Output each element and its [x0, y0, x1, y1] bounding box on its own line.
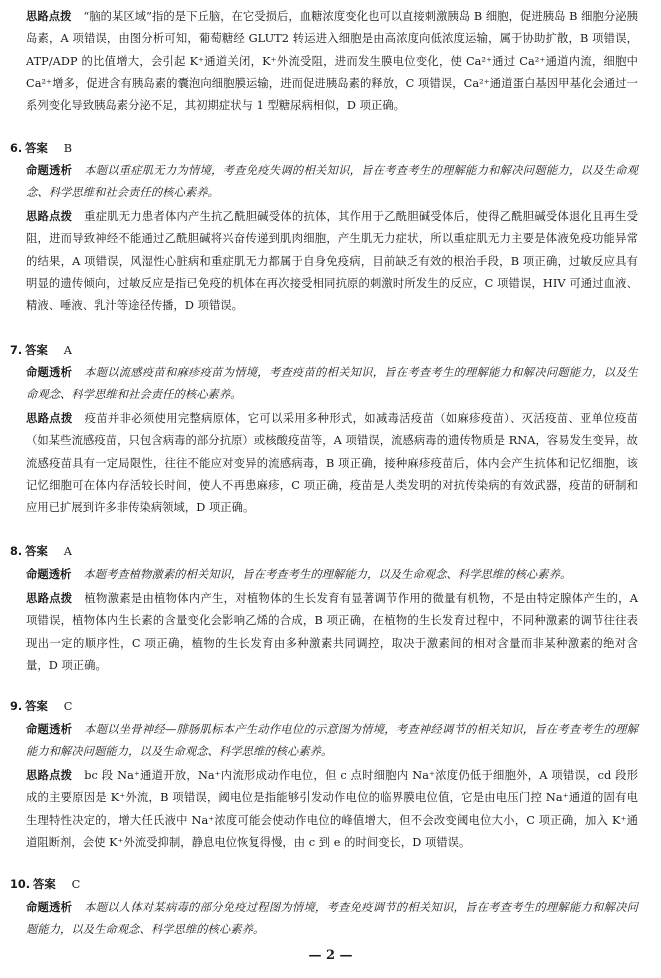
q8-intro: 命题透析 本题考查植物激素的相关知识，旨在考查考生的理解能力，以及生命观念、科学思维的核心素养。 [26, 568, 572, 581]
q7-hint: 思路点拨 疫苗并非必须使用完整病原体，它可以采用多种形式，如减毒活疫苗（如麻疹疫苗）、灭活疫苗、亚单位疫苗（如某些流感疫苗，只包含病毒的部分抗原）或核酸疫苗等，A 项错误，流感病毒的遗传物质是 RNA，容易发生变异，故流感疫苗具有一定局限性，往往不能应对变异的流感病毒，B 项正确，接种麻疹疫苗后，体内会产生抗体和记忆细胞，该记忆细胞可在体内存活较长时间，使人不再患麻疹，C 项正确，疫苗是人类发明的对抗传染病的有效武器，疫苗的研制和应用已扩展到许多非传染病领域，D 项正确。 [26, 412, 639, 515]
q10-answer: 10. 答案 C [10, 878, 81, 891]
hint-text: “脑的某区域”指的是下丘脑，在它受损后，血糖浓度变化也可以直接刺激胰岛 B 细胞，促进胰岛 B 细胞分泌胰岛素，A 项错误，由图分析可知，葡萄糖经 GLUT2 转运进入细胞是由高浓度向低浓度运输，属于协助扩散，B 项错误，ATP/ADP 的比值增大，会引起 K⁺通道关闭，K⁺外流受阻，进而发生膜电位变化，使 Ca²⁺通过 Ca²⁺通道内流，细胞中 Ca²⁺增多，促进含有胰岛素的囊泡向细胞膜运输，进而促进胰岛素的释放，C 项错误，Ca²⁺通道蛋白基因甲基化会通过一系列变化导致胰岛素分泌不足，其初期症状与 1 型糖尿病相似，D 项正确。 [26, 10, 638, 113]
q6-hint: 思路点拨 重症肌无力患者体内产生抗乙酰胆碱受体的抗体，其作用于乙酰胆碱受体后，使得乙酰胆碱受体退化且再生受阻，进而导致神经不能通过乙酰胆碱将兴奋传递到肌肉细胞，产生肌无力症状，所以重症肌无力主要是体液免疫功能异常的结果，A 项错误，风湿性心脏病和重症肌无力都属于自身免疫病，目前缺乏有效的根治手段，B 项正确，过敏反应具有明显的遗传倾向，过敏反应是指已免疫的机体在再次接受相同抗原的刺激时所发生的反应，C 项错误，HIV 可通过血液、精液、唾液、乳汁等途径传播，D 项错误。 [26, 210, 638, 313]
q9-hint: 思路点拨 bc 段 Na⁺通道开放，Na⁺内流形成动作电位，但 c 点时细胞内 Na⁺浓度仍低于细胞外，A 项错误，cd 段形成的主要原因是 K⁺外流，B 项错误，阈电位是指能够引发动作电位的临界膜电位值，它是由电压门控 Na⁺通道的固有电生理特性决定的，增大任氏液中 Na⁺浓度可能会使动作电位的峰值增大，但不会改变阈电位大小，C 项正确，加入 K⁺通道阻断剂，会使 K⁺外流受抑制，静息电位恢复得慢，由 c 到 e 的时间变长，D 项错误。 [26, 769, 638, 849]
q8-answer: 8. 答案 A [10, 545, 72, 558]
q5-hint [26, 6, 638, 117]
q9-answer: 9. 答案 C [10, 700, 73, 713]
q10-intro: 命题透析 本题以人体对某病毒的部分免疫过程图为情境，考查免疫调节的相关知识，旨在考查考生的理解能力和解决问题能力，以及生命观念、科学思维的核心素养。 [26, 901, 638, 937]
q9-intro: 命题透析 本题以坐骨神经—腓肠肌标本产生动作电位的示意图为情境，考查神经调节的相关知识，旨在考查考生的理解能力和解决问题能力，以及生命观念、科学思维的核心素养。 [26, 723, 638, 759]
hint-label: 思路点拨 [26, 10, 72, 23]
q6-answer: 6. 答案 B [10, 142, 73, 155]
q6-intro: 命题透析 本题以重症肌无力为情境，考查免疫失调的相关知识，旨在考查考生的理解能力和解决问题能力，以及生命观念、科学思维和社会责任的核心素养。 [26, 164, 638, 200]
q7-answer: 7. 答案 A [10, 344, 72, 357]
page-number: — 2 — [308, 948, 353, 963]
q7-intro: 命题透析 本题以流感疫苗和麻疹疫苗为情境，考查疫苗的相关知识，旨在考查考生的理解能力和解决问题能力，以及生命观念、科学思维和社会责任的核心素养。 [26, 366, 638, 402]
q8-hint: 思路点拨 植物激素是由植物体内产生，对植物体的生长发育有显著调节作用的微量有机物，不是由特定腺体产生的，A 项错误，植物体内生长素的含量变化会影响乙烯的合成，B 项正确，在植物的生长发育过程中，不同种激素的调节往往表现出一定的顺序性，C 项正确，植物的生长发育由多种激素共同调控，取决于激素间的相对含量而非某种激素的绝对含量，D 项正确。 [26, 592, 638, 672]
